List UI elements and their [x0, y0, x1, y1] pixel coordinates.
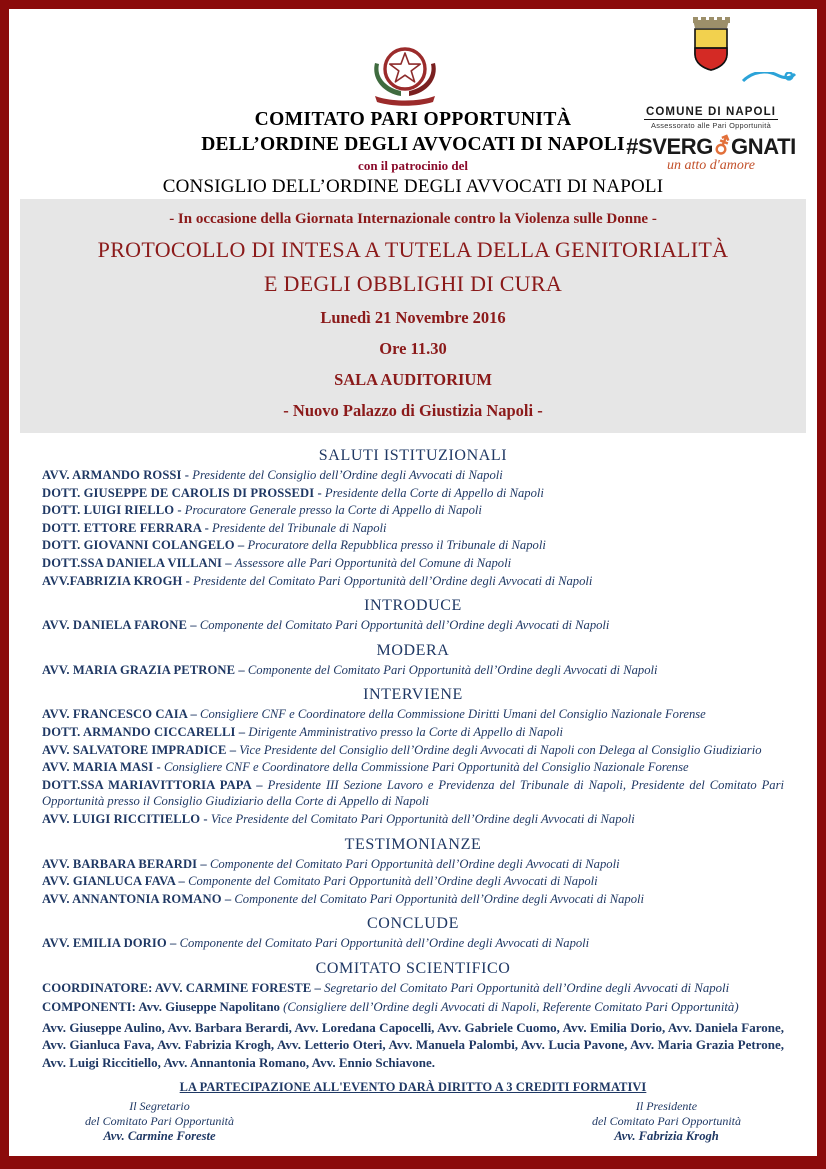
entry-name: AVV. ARMANDO ROSSI -: [42, 468, 190, 482]
scientific-members-lead: [42, 999, 784, 1016]
entry-role: Componente del Comitato Pari Opportunità dell’Ordine degli Avvocati di Napoli: [247, 662, 658, 677]
section-heading: TESTIMONIANZE: [344, 835, 482, 853]
entry-name: AVV. GIANLUCA FAVA –: [42, 874, 185, 889]
program-entry: [42, 706, 784, 723]
entry-name: AVV. BARBARA BERARDI –: [42, 856, 207, 871]
entry-role: Presidente III Sezione Lavoro e Previdenza del Tribunale di Napoli, Presidente del Comitato Pari Opportunità presso il Consiglio Giudiziario della Corte di Appello di Napoli: [42, 777, 785, 809]
entry-role: Assessore alle Pari Opportunità del Comune di Napoli: [234, 555, 512, 570]
entry-role: Presidente del Comitato Pari Opportunità dell’Ordine degli Avvocati di Napoli: [193, 573, 593, 588]
entry-role: Componente del Comitato Pari Opportunità dell’Ordine degli Avvocati di Napoli: [234, 891, 645, 906]
org-line-4: CONSIGLIO DELL’ORDINE DEGLI AVVOCATI DI NAPOLI: [162, 176, 664, 197]
entry-name: AVV. EMILIA DORIO –: [42, 936, 177, 951]
entry-name: DOTT.SSA DANIELA VILLANI –: [42, 555, 232, 570]
entry-name: AVV.FABRIZIA KROGH -: [42, 573, 190, 588]
event-banner: [20, 199, 806, 433]
program-entry: [42, 891, 784, 908]
entry-role: Presidente del Consiglio dell’Ordine degli Avvocati di Napoli: [192, 468, 503, 482]
right-role-1: Il Presidente: [635, 1099, 698, 1114]
entry-name: DOTT. ARMANDO CICCARELLI –: [42, 724, 246, 739]
gender-symbol-icon: ⚦: [713, 134, 732, 159]
program-entry: [42, 555, 784, 572]
entry-name: AVV. MARIA GRAZIA PETRONE –: [42, 662, 245, 677]
section-heading-comitato-scientifico: COMITATO SCIENTIFICO: [315, 959, 511, 977]
program-entry: [42, 662, 784, 679]
left-role-2: del Comitato Pari Opportunità: [84, 1114, 234, 1129]
scientific-members-list: Avv. Giuseppe Aulino, Avv. Barbara Berardi, Avv. Loredana Capocelli, Avv. Gabriele Cuomo, Avv. Emilia Dorio, Avv. Daniela Farone, Avv. Gianluca Fava, Avv. Fabrizia Krogh, Avv. Letterio Oteri, Avv. Manuela Palombi, Avv. Lucia Pavone, Avv. Maria Grazia Petrone, Avv. Luigi Riccitiello, Avv. Annantonia Romano, Avv. Ennio Schiavone.: [42, 1019, 784, 1070]
program-entry: [42, 573, 784, 590]
entry-name: DOTT. GIUSEPPE DE CAROLIS DI PROSSEDI -: [42, 485, 322, 500]
entry-role: Dirigente Amministrativo presso la Corte di Appello di Napoli: [248, 724, 563, 739]
event-occasion: - In occasione della Giornata Internazionale contro la Violenza sulle Donne -: [169, 211, 657, 227]
section-heading: MODERA: [376, 641, 450, 659]
event-address: - Nuovo Palazzo di Giustizia Napoli -: [283, 401, 543, 420]
program-entry: [42, 811, 784, 828]
event-venue: SALA AUDITORIUM: [334, 370, 492, 389]
left-signatory: Avv. Carmine Foreste: [103, 1129, 216, 1144]
program-entry: [42, 617, 784, 634]
poster-inner: [9, 9, 817, 1156]
program-entry: [42, 502, 784, 519]
comune-wave-mark: [625, 76, 797, 102]
right-role-2: del Comitato Pari Opportunità: [591, 1114, 741, 1129]
entry-role: Componente del Comitato Pari Opportunità dell’Ordine degli Avvocati di Napoli: [209, 856, 620, 871]
program-entry: [42, 742, 784, 759]
section-heading: INTRODUCE: [364, 597, 462, 615]
entry-name: DOTT. ETTORE FERRARA -: [42, 520, 209, 535]
entry-name: AVV. MARIA MASI -: [42, 760, 161, 775]
entry-name: AVV. ANNANTONIA ROMANO –: [42, 891, 232, 906]
program-entry: [42, 935, 784, 952]
comune-subtitle: Assessorato alle Pari Opportunità: [651, 121, 771, 130]
campaign-text-post: GNATI: [731, 134, 796, 159]
event-time: Ore 11.30: [379, 339, 447, 358]
event-title-line2: E DEGLI OBBLIGHI DI CURA: [263, 271, 563, 296]
comune-title: COMUNE DI NAPOLI: [645, 106, 777, 118]
event-date: Lunedì 21 Novembre 2016: [320, 308, 506, 327]
program-sections: [42, 446, 784, 952]
entry-role: Componente del Comitato Pari Opportunità dell’Ordine degli Avvocati di Napoli: [188, 874, 598, 889]
program-entry: [42, 777, 784, 810]
entry-role: Procuratore Generale presso la Corte di Appello di Napoli: [184, 503, 482, 518]
members-label-role: (Consigliere dell’Ordine degli Avvocati di Napoli, Referente Comitato Pari Opportunità): [283, 1000, 739, 1015]
napoli-coat-of-arms-icon: [688, 17, 734, 73]
entry-name: AVV. FRANCESCO CAIA –: [42, 707, 197, 722]
program-entry: [42, 520, 784, 537]
campaign-text-pre: #SVERG: [626, 134, 713, 159]
coordinator-name: COORDINATORE: AVV. CARMINE FORESTE –: [42, 980, 321, 995]
entry-role: Presidente della Corte di Appello di Napoli: [324, 485, 544, 500]
entry-name: AVV. LUIGI RICCITIELLO -: [42, 811, 208, 826]
program-entry: [42, 537, 784, 554]
entry-role: Consigliere CNF e Coordinatore della Commissione Diritti Umani del Consiglio Nazionale Forense: [200, 707, 706, 722]
entry-name: AVV. SALVATORE IMPRADICE –: [42, 742, 237, 757]
entry-name: DOTT. LUIGI RIELLO -: [42, 503, 182, 518]
entry-name: AVV. DANIELA FARONE –: [42, 618, 197, 633]
program-entry: [42, 856, 784, 873]
left-role-1: Il Segretario: [129, 1099, 190, 1114]
italian-republic-emblem-icon: [364, 33, 446, 111]
coordinator-role: Segretario del Comitato Pari Opportunità dell’Ordine degli Avvocati di Napoli: [324, 980, 730, 995]
section-heading: SALUTI ISTITUZIONALI: [318, 447, 508, 464]
program-entry: [42, 759, 784, 776]
signature-left: [42, 1099, 277, 1144]
organization-titles: [20, 107, 806, 199]
program-entry: [42, 467, 784, 484]
scientific-coordinator: [42, 980, 784, 997]
signatures: [20, 1099, 806, 1144]
section-heading: INTERVIENE: [363, 686, 463, 704]
event-title-line1: PROTOCOLLO DI INTESA A TUTELA DELLA GENITORIALITÀ: [97, 237, 729, 262]
section-heading: CONCLUDE: [367, 915, 459, 933]
header: [20, 9, 806, 199]
program-entry: [42, 485, 784, 502]
org-line-1: COMITATO PARI OPPORTUNITÀ: [254, 109, 572, 130]
entry-role: Vice Presidente del Consiglio dell’Ordine degli Avvocati di Napoli con Delega al Consiglio Giudiziario: [239, 742, 762, 757]
patronage-label: con il patrocinio del: [358, 158, 468, 173]
entry-role: Vice Presidente del Comitato Pari Opportunità dell’Ordine degli Avvocati di Napoli: [210, 811, 635, 826]
entry-role: Procuratore della Repubblica presso il Tribunale di Napoli: [247, 538, 546, 553]
entry-role: Componente del Comitato Pari Opportunità dell’Ordine degli Avvocati di Napoli: [199, 618, 610, 633]
entry-name: DOTT. GIOVANNI COLANGELO –: [42, 538, 245, 553]
program-entry: [42, 724, 784, 741]
program-entry: [42, 873, 784, 890]
campaign-slogan: un atto d'amore: [666, 158, 756, 173]
org-line-2: DELL’ORDINE DEGLI AVVOCATI DI NAPOLI: [201, 134, 625, 155]
entry-name: DOTT.SSA MARIAVITTORIA PAPA –: [42, 777, 263, 792]
right-signatory: Avv. Fabrizia Krogh: [614, 1129, 719, 1144]
entry-role: Presidente del Tribunale di Napoli: [212, 520, 387, 535]
entry-role: Componente del Comitato Pari Opportunità dell’Ordine degli Avvocati di Napoli: [179, 936, 590, 951]
signature-right: [549, 1099, 784, 1144]
credits-note: LA PARTECIPAZIONE ALL'EVENTO DARÀ DIRITTO A 3 CREDITI FORMATIVI: [179, 1080, 647, 1095]
members-label: COMPONENTI: Avv. Giuseppe Napolitano: [42, 1000, 280, 1015]
program: [20, 433, 806, 1095]
entry-role: Consigliere CNF e Coordinatore della Commissione Pari Opportunità del Consiglio Nazionale Forense: [163, 760, 689, 775]
